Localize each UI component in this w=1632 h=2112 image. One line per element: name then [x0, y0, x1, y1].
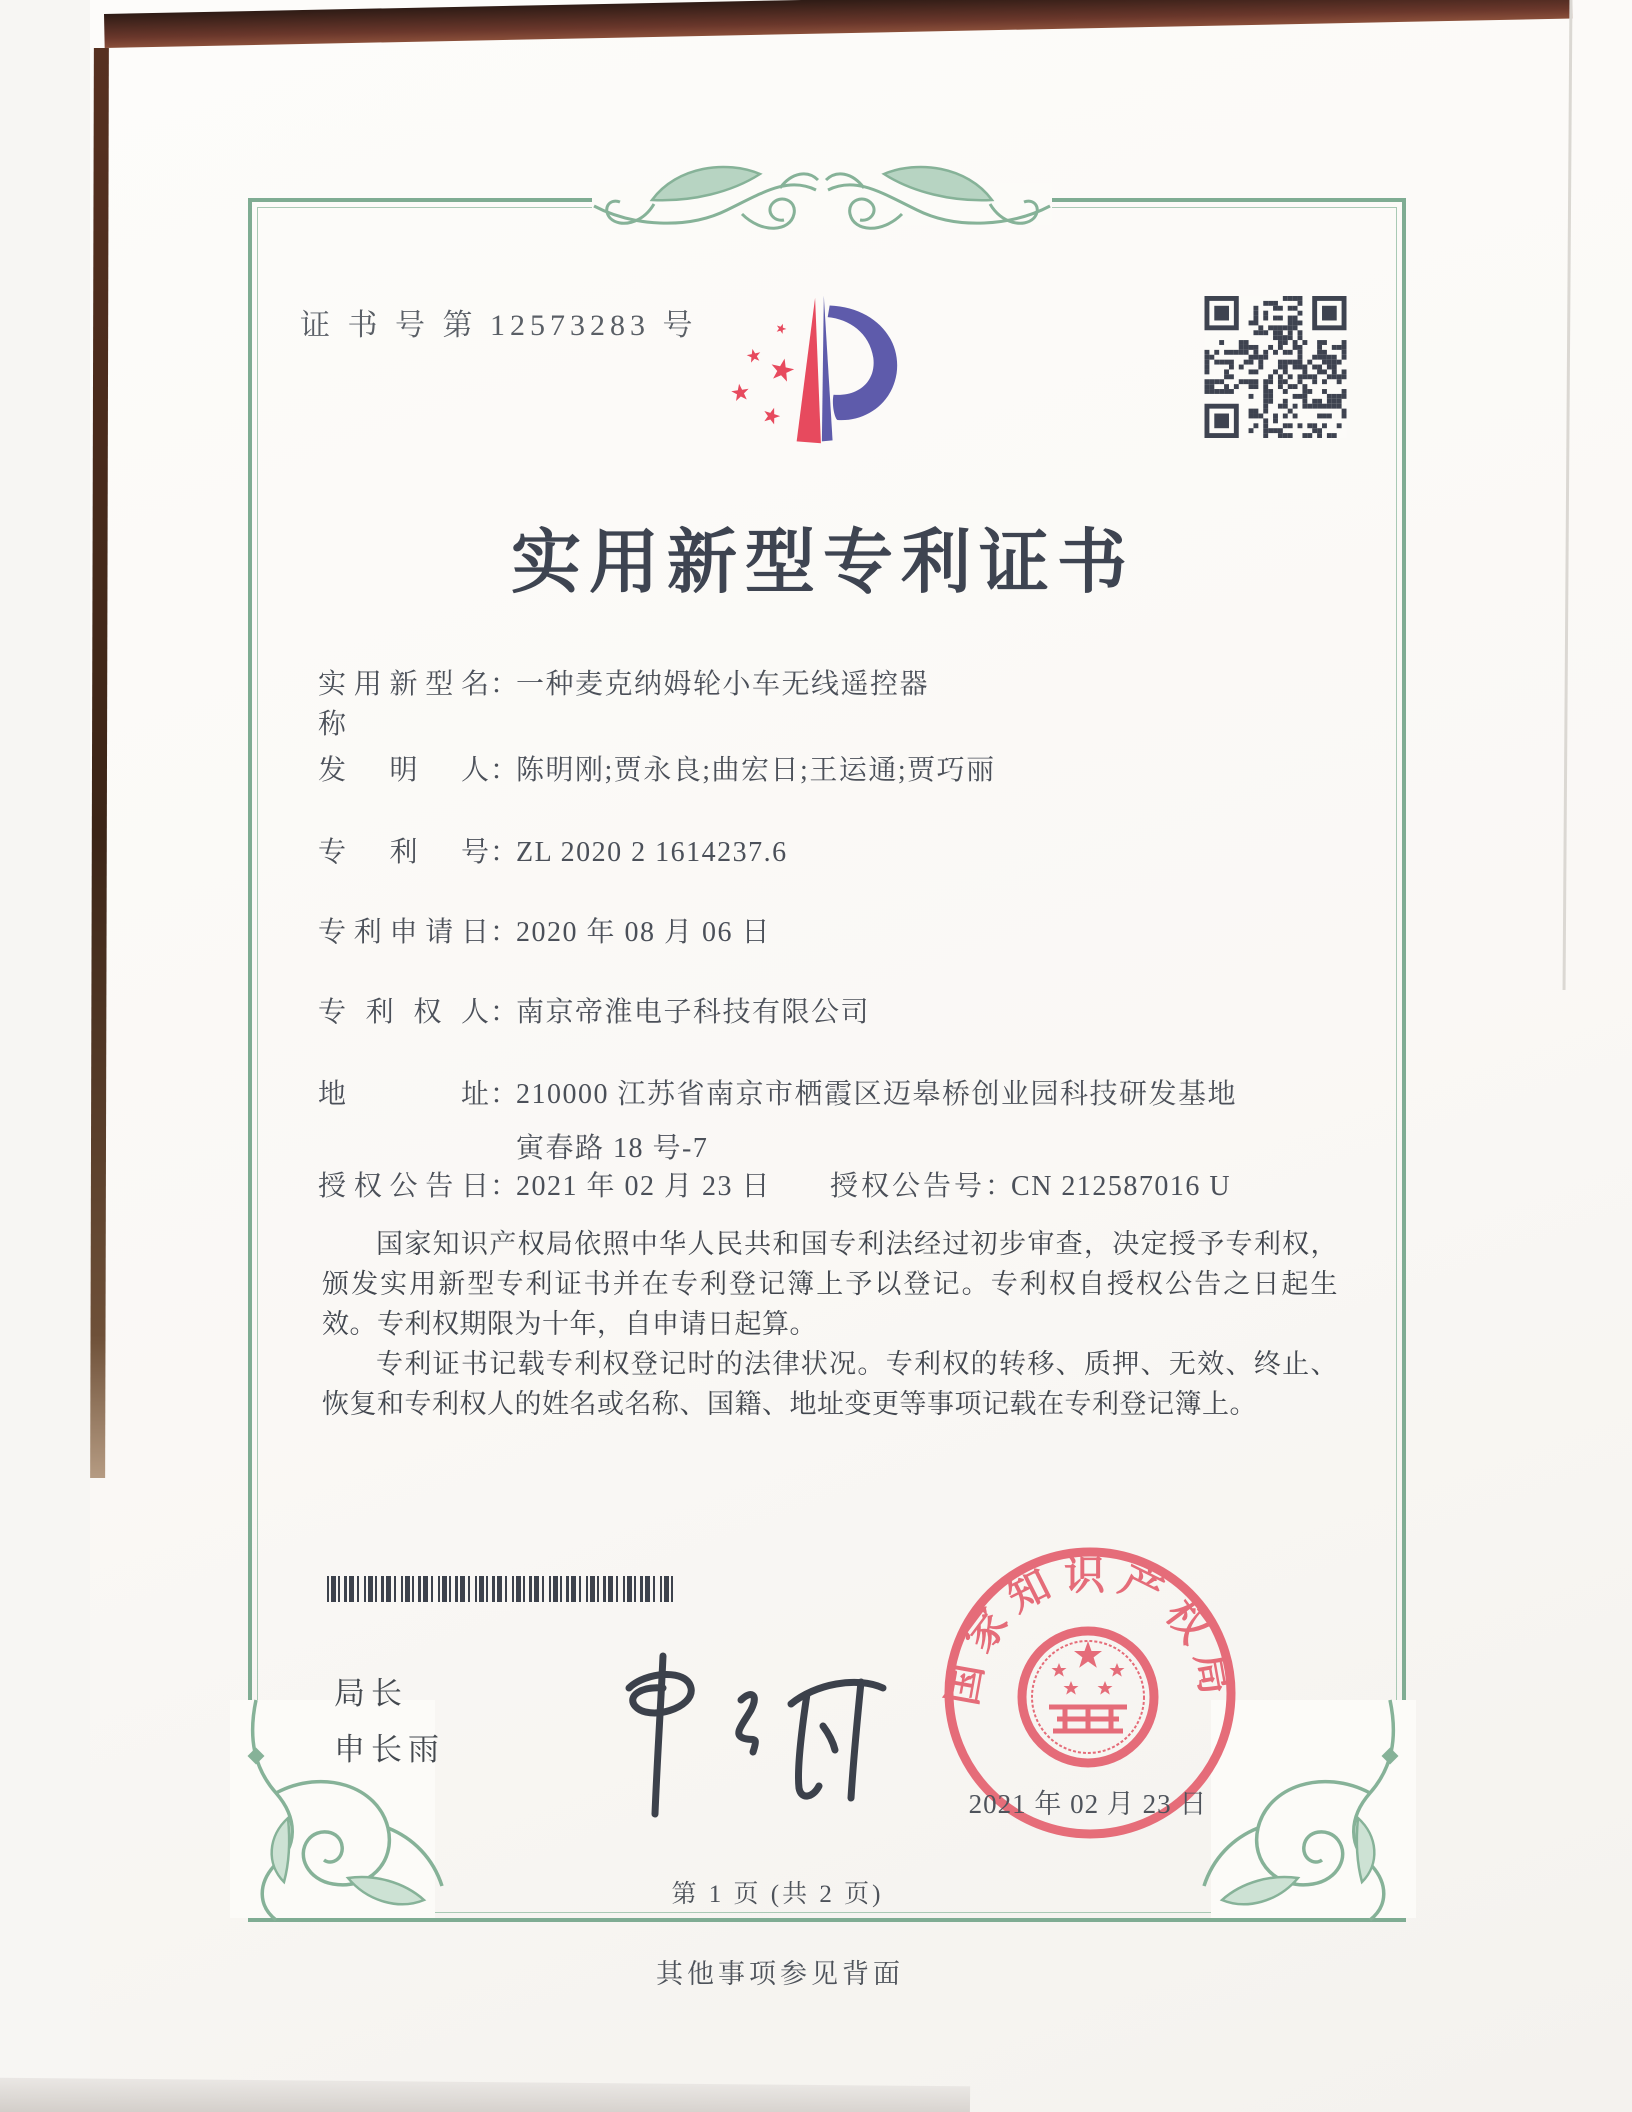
seal-date: 2021 年 02 月 23 日 — [968, 1789, 1208, 1819]
field-address-line2: 寅春路 18 号-7 — [516, 1133, 709, 1164]
seal-text: 国家知识产权局 — [938, 1552, 1242, 1709]
legal-statement — [322, 1224, 1338, 1424]
legal-paragraph-2: 专利证书记载专利权登记时的法律状况。专利权的转移、质押、无效、终止、恢复和专利权人的姓名或名称、国籍、地址变更等事项记载在专利登记簿上。 — [322, 1349, 1338, 1419]
legal-paragraph-1: 国家知识产权局依照中华人民共和国专利法经过初步审查，决定授予专利权，颁发实用新型专利证书并在专利登记簿上予以登记。专利权自授权公告之日起生效。专利权期限为十年，自申请日起算。 — [322, 1229, 1338, 1339]
qr-code — [1203, 296, 1348, 438]
field-patentee: 专利权人：南京帝淮电子科技有限公司 — [318, 997, 871, 1028]
page-indicator: 第 1 页 (共 2 页) — [671, 1881, 884, 1908]
certificate-title: 实用新型专利证书 — [511, 525, 1135, 602]
field-publication-number: 授权公告号：CN 212587016 U — [830, 1171, 1232, 1202]
cnipa-logo-icon — [718, 288, 918, 453]
barcode — [327, 1576, 675, 1602]
director-name: 申长雨 — [334, 1732, 445, 1767]
field-utility-model-name: 实用新型名称：一种麦克纳姆轮小车无线遥控器 — [318, 669, 930, 740]
certificate-number: 证 书 号 第 12573283 号 — [300, 309, 698, 342]
top-border-flourish — [592, 148, 1052, 258]
director-title: 局长 — [334, 1676, 408, 1711]
field-patent-number: 专利号：ZL 2020 2 1614237.6 — [318, 837, 788, 868]
field-grant-date: 授权公告日：2021 年 02 月 23 日 授权公告号：CN 212587016 U — [318, 1164, 1388, 1204]
back-side-note: 其他事项参见背面 — [656, 1959, 904, 1989]
director-signature — [545, 1642, 905, 1832]
field-address: 地址：210000 江苏省南京市栖霞区迈皋桥创业园科技研发基地 寅春路 18 号-7 — [318, 1072, 1388, 1166]
field-inventors: 发明人：陈明刚;贾永良;曲宏日;王运通;贾巧丽 — [318, 755, 996, 786]
field-filing-date: 专利申请日：2020 年 08 月 06 日 — [318, 917, 772, 948]
